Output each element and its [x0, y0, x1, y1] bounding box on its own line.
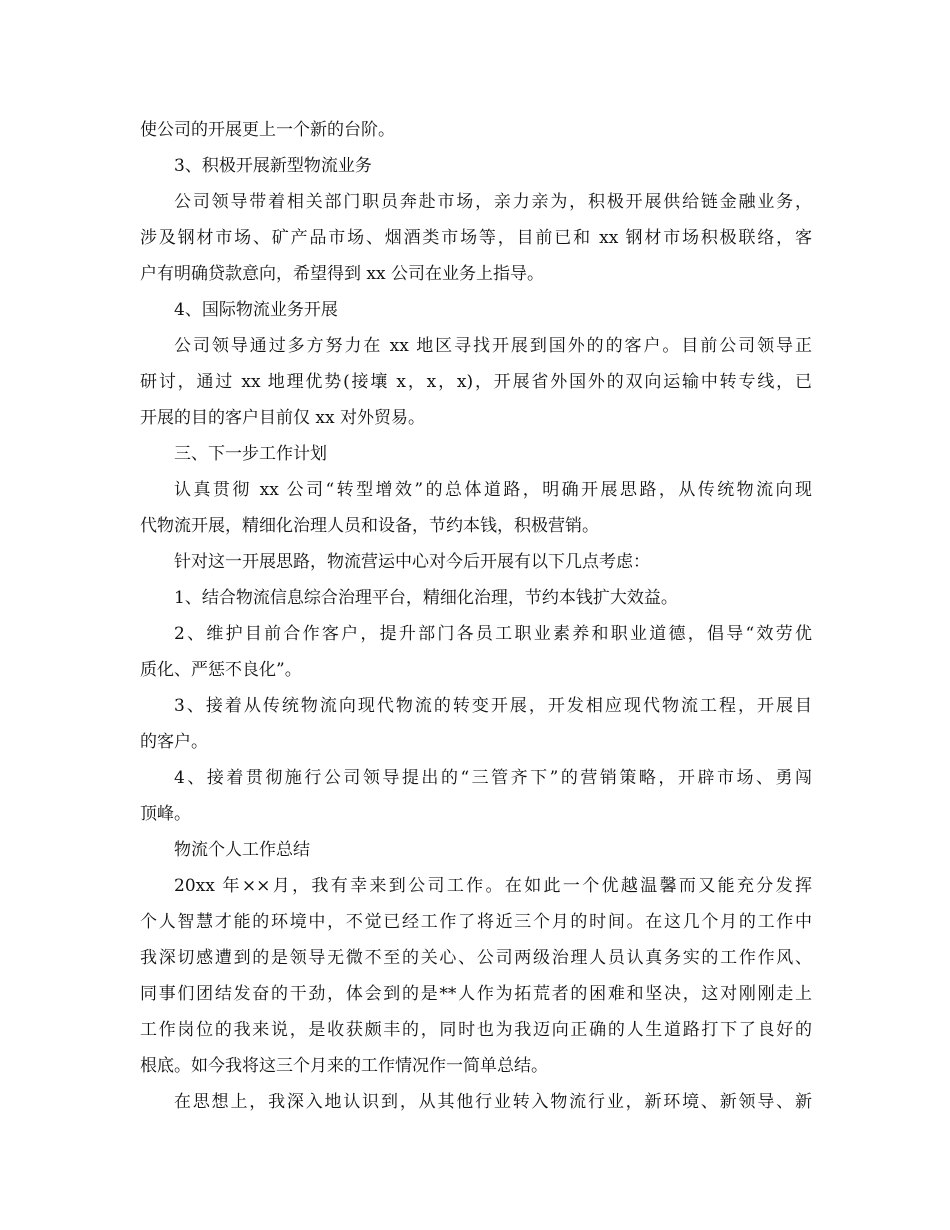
paragraph-line: 20xx 年××月，我有幸来到公司工作。在如此一个优越温馨而又能充分发挥: [174, 876, 812, 896]
paragraph-line: 认真贯彻 xx 公司“转型增效”的总体道路，明确开展思路，从传统物流向现: [174, 480, 812, 500]
paragraph-line: 4、接着贯彻施行公司领导提出的“三管齐下”的营销策略，开辟市场、勇闯: [174, 768, 812, 788]
paragraph-line: 研讨，通过 xx 地理优势(接壤 x，x，x)，开展省外国外的双向运输中转专线，已: [140, 372, 812, 392]
paragraph-line: 顶峰。: [140, 804, 191, 824]
paragraph-line: 代物流开展，精细化治理人员和设备，节约本钱，积极营销。: [140, 516, 599, 536]
paragraph-line: 涉及钢材市场、矿产品市场、烟酒类市场等，目前已和 xx 钢材市场积极联络，客: [140, 228, 812, 248]
paragraph-line: 公司领导带着相关部门职员奔赴市场，亲力亲为，积极开展供给链金融业务，: [174, 192, 812, 212]
paragraph-line: 在思想上，我深入地认识到，从其他行业转入物流行业，新环境、新领导、新: [174, 1092, 812, 1112]
paragraph-line: 个人智慧才能的环境中，不觉已经工作了将近三个月的时间。在这几个月的工作中: [140, 912, 812, 932]
paragraph-line: 户有明确贷款意向，希望得到 xx 公司在业务上指导。: [140, 264, 544, 284]
paragraph-line: 1、结合物流信息综合治理平台，精细化治理，节约本钱扩大效益。: [174, 588, 678, 608]
paragraph-line: 针对这一开展思路，物流营运中心对今后开展有以下几点考虑：: [174, 552, 650, 572]
paragraph-line: 使公司的开展更上一个新的台阶。: [140, 120, 395, 140]
paragraph-line: 4、国际物流业务开展: [174, 300, 338, 320]
paragraph-line: 2、维护目前合作客户，提升部门各员工职业素养和职业道德，倡导“效劳优: [174, 624, 812, 644]
paragraph-line: 3、积极开展新型物流业务: [174, 156, 372, 176]
paragraph-line: 工作岗位的我来说，是收获颇丰的，同时也为我迈向正确的人生道路打下了良好的: [140, 1020, 812, 1040]
paragraph-line: 的客户。: [140, 732, 208, 752]
paragraph-line: 我深切感遭到的是领导无微不至的关心、公司两级治理人员认真务实的工作作风、: [140, 948, 812, 968]
paragraph-line: 同事们团结发奋的干劲，体会到的是**人作为拓荒者的困难和坚决，这对刚刚走上: [140, 984, 812, 1004]
paragraph-line: 质化、严惩不良化”。: [140, 660, 302, 680]
paragraph-line: 3、接着从传统物流向现代物流的转变开展，开发相应现代物流工程，开展目: [174, 696, 812, 716]
paragraph-line: 根底。如今我将这三个月来的工作情况作一简单总结。: [140, 1056, 548, 1076]
paragraph-line: 三、下一步工作计划: [174, 444, 327, 464]
paragraph-line: 公司领导通过多方努力在 xx 地区寻找开展到国外的的客户。目前公司领导正: [174, 336, 812, 356]
paragraph-line: 开展的目的客户目前仅 xx 对外贸易。: [140, 408, 425, 428]
document-page: [140, 112, 812, 1120]
paragraph-line: 物流个人工作总结: [174, 840, 310, 860]
